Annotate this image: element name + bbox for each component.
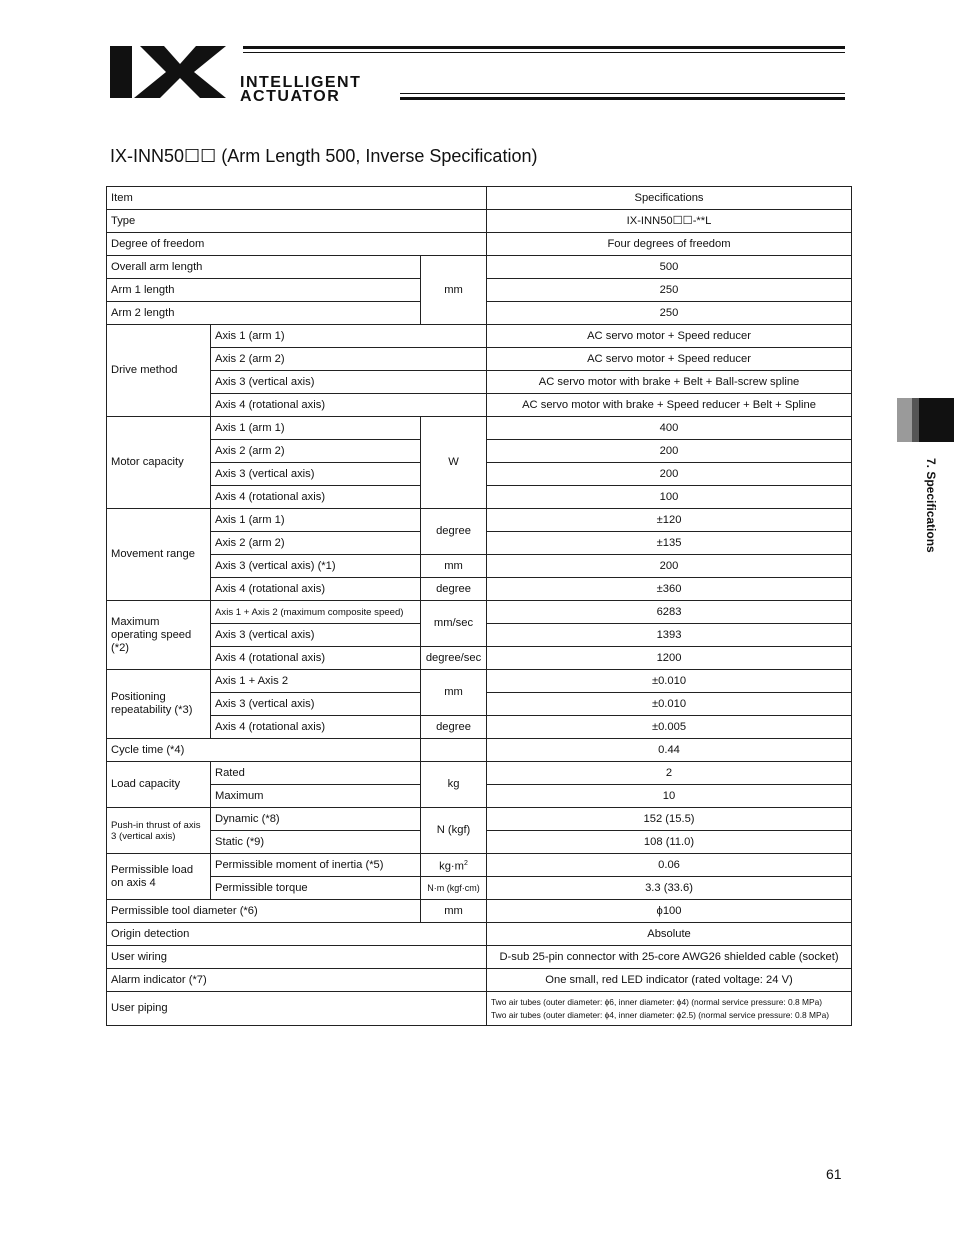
table-row [107, 325, 852, 348]
movement-axis: Axis 2 (arm 2) [211, 532, 421, 555]
speed-axis: Axis 3 (vertical axis) [211, 624, 421, 647]
arm1-value: 250 [487, 279, 852, 302]
repeat-value: ±0.010 [487, 670, 852, 693]
table-row [107, 555, 852, 578]
logo-actuator: ACTUATOR [240, 88, 341, 105]
perm-label: Permissible load on axis 4 [107, 854, 211, 900]
alarm-value: One small, red LED indicator (rated voltage: 24 V) [487, 969, 852, 992]
table-row [107, 509, 852, 532]
table-row [107, 969, 852, 992]
cycle-unit-empty [421, 739, 487, 762]
page-title: IX-INN50☐☐ (Arm Length 500, Inverse Specification) [110, 146, 538, 166]
table-row [107, 647, 852, 670]
table-row [107, 923, 852, 946]
push-dynamic-value: 152 (15.5) [487, 808, 852, 831]
header-rule-top [243, 46, 845, 49]
speed-value: 1200 [487, 647, 852, 670]
header-rule-top-thin [243, 52, 845, 53]
origin-value: Absolute [487, 923, 852, 946]
piping-label: User piping [107, 992, 487, 1026]
motor-axis: Axis 2 (arm 2) [211, 440, 421, 463]
side-tab-stripe [912, 398, 919, 442]
movement-value: 200 [487, 555, 852, 578]
movement-axis: Axis 3 (vertical axis) (*1) [211, 555, 421, 578]
push-static-value: 108 (11.0) [487, 831, 852, 854]
table-row [107, 601, 852, 624]
speed-axis: Axis 1 + Axis 2 (maximum composite speed) [211, 601, 421, 624]
wiring-label: User wiring [107, 946, 487, 969]
logo-intelligent: INTELLIGENT [240, 74, 362, 91]
drive-value: AC servo motor + Speed reducer [487, 348, 852, 371]
movement-unit-degree: degree [421, 578, 487, 601]
movement-axis: Axis 1 (arm 1) [211, 509, 421, 532]
table-row [107, 992, 852, 1026]
speed-value: 1393 [487, 624, 852, 647]
table-row [107, 762, 852, 785]
speed-unit-degs: degree/sec [421, 647, 487, 670]
load-rated-label: Rated [211, 762, 421, 785]
item-header: Item [107, 187, 487, 210]
movement-value: ±120 [487, 509, 852, 532]
motor-axis: Axis 1 (arm 1) [211, 417, 421, 440]
motor-label: Motor capacity [107, 417, 211, 509]
load-max-label: Maximum [211, 785, 421, 808]
header-rule-bottom-thin [400, 93, 845, 94]
speed-label: Maximum operating speed (*2) [107, 601, 211, 670]
load-label: Load capacity [107, 762, 211, 808]
table-row [107, 946, 852, 969]
repeat-unit-mm: mm [421, 670, 487, 716]
cycle-label: Cycle time (*4) [107, 739, 421, 762]
table-row [107, 578, 852, 601]
drive-value: AC servo motor + Speed reducer [487, 325, 852, 348]
table-row [107, 233, 852, 256]
repeat-axis: Axis 4 (rotational axis) [211, 716, 421, 739]
spec-header: Specifications [487, 187, 852, 210]
repeat-value: ±0.010 [487, 693, 852, 716]
motor-value: 100 [487, 486, 852, 509]
motor-unit: W [421, 417, 487, 509]
tool-unit: mm [421, 900, 487, 923]
tool-label: Permissible tool diameter (*6) [107, 900, 421, 923]
dof-label: Degree of freedom [107, 233, 487, 256]
push-static-label: Static (*9) [211, 831, 421, 854]
table-row [107, 394, 852, 417]
type-label: Type [107, 210, 487, 233]
perm-torque-value: 3.3 (33.6) [487, 877, 852, 900]
repeat-axis: Axis 1 + Axis 2 [211, 670, 421, 693]
table-row [107, 716, 852, 739]
drive-axis: Axis 2 (arm 2) [211, 348, 487, 371]
movement-label: Movement range [107, 509, 211, 601]
push-label: Push-in thrust of axis 3 (vertical axis) [107, 808, 211, 854]
drive-value: AC servo motor with brake + Speed reducer + Belt + Spline [487, 394, 852, 417]
perm-inertia-unit [421, 854, 487, 877]
movement-unit-degree: degree [421, 509, 487, 555]
repeat-label: Positioning repeatability (*3) [107, 670, 211, 739]
table-row [107, 210, 852, 233]
perm-inertia-label: Permissible moment of inertia (*5) [211, 854, 421, 877]
load-max-value: 10 [487, 785, 852, 808]
arm1-label: Arm 1 length [107, 279, 421, 302]
motor-axis: Axis 3 (vertical axis) [211, 463, 421, 486]
motor-value: 200 [487, 440, 852, 463]
overall-arm-value: 500 [487, 256, 852, 279]
ix-logo-icon [108, 44, 228, 100]
piping-line-1: Two air tubes (outer diameter: ϕ6, inner diameter: ϕ4) (normal service pressure: 0.8 MPa) [491, 996, 823, 1007]
header-rule-bottom [400, 97, 845, 100]
movement-axis: Axis 4 (rotational axis) [211, 578, 421, 601]
page-number: 61 [826, 1166, 842, 1182]
wiring-value: D-sub 25-pin connector with 25-core AWG26 shielded cable (socket) [487, 946, 852, 969]
arm2-label: Arm 2 length [107, 302, 421, 325]
overall-arm-label: Overall arm length [107, 256, 421, 279]
drive-axis: Axis 1 (arm 1) [211, 325, 487, 348]
movement-value: ±135 [487, 532, 852, 555]
spec-table [106, 186, 852, 1026]
motor-value: 400 [487, 417, 852, 440]
drive-axis: Axis 4 (rotational axis) [211, 394, 487, 417]
load-unit: kg [421, 762, 487, 808]
motor-axis: Axis 4 (rotational axis) [211, 486, 421, 509]
motor-value: 200 [487, 463, 852, 486]
table-row [107, 187, 852, 210]
drive-value: AC servo motor with brake + Belt + Ball-screw spline [487, 371, 852, 394]
push-dynamic-label: Dynamic (*8) [211, 808, 421, 831]
ix-logo-mark [108, 44, 228, 100]
type-value: IX-INN50☐☐-**L [487, 210, 852, 233]
load-rated-value: 2 [487, 762, 852, 785]
perm-inertia-value: 0.06 [487, 854, 852, 877]
side-tab-black [919, 398, 954, 442]
alarm-label: Alarm indicator (*7) [107, 969, 487, 992]
table-row [107, 854, 852, 877]
movement-value: ±360 [487, 578, 852, 601]
speed-value: 6283 [487, 601, 852, 624]
table-row [107, 739, 852, 762]
perm-torque-unit: N·m (kgf·cm) [421, 877, 487, 900]
table-row [107, 877, 852, 900]
movement-unit-mm: mm [421, 555, 487, 578]
tool-value: ϕ100 [487, 900, 852, 923]
drive-label: Drive method [107, 325, 211, 417]
arm2-value: 250 [487, 302, 852, 325]
side-section-label: 7. Specifications [924, 458, 938, 553]
table-row [107, 348, 852, 371]
drive-axis: Axis 3 (vertical axis) [211, 371, 487, 394]
table-row [107, 256, 852, 279]
cycle-value: 0.44 [487, 739, 852, 762]
speed-unit-mms: mm/sec [421, 601, 487, 647]
origin-label: Origin detection [107, 923, 487, 946]
piping-line-2: Two air tubes (outer diameter: ϕ4, inner diameter: ϕ2.5) (normal service pressure: 0.8 MPa) [491, 1009, 830, 1020]
table-row [107, 808, 852, 831]
speed-axis: Axis 4 (rotational axis) [211, 647, 421, 670]
inertia-unit-sup: 2 [463, 859, 468, 867]
dof-value: Four degrees of freedom [487, 233, 852, 256]
table-row [107, 900, 852, 923]
table-row [107, 371, 852, 394]
repeat-axis: Axis 3 (vertical axis) [211, 693, 421, 716]
table-row [107, 417, 852, 440]
piping-value [487, 992, 852, 1026]
push-unit: N (kgf) [421, 808, 487, 854]
arm-unit: mm [421, 256, 487, 325]
repeat-value: ±0.005 [487, 716, 852, 739]
inertia-unit-text: kg·m [439, 860, 464, 873]
perm-torque-label: Permissible torque [211, 877, 421, 900]
table-row [107, 670, 852, 693]
repeat-unit-degree: degree [421, 716, 487, 739]
